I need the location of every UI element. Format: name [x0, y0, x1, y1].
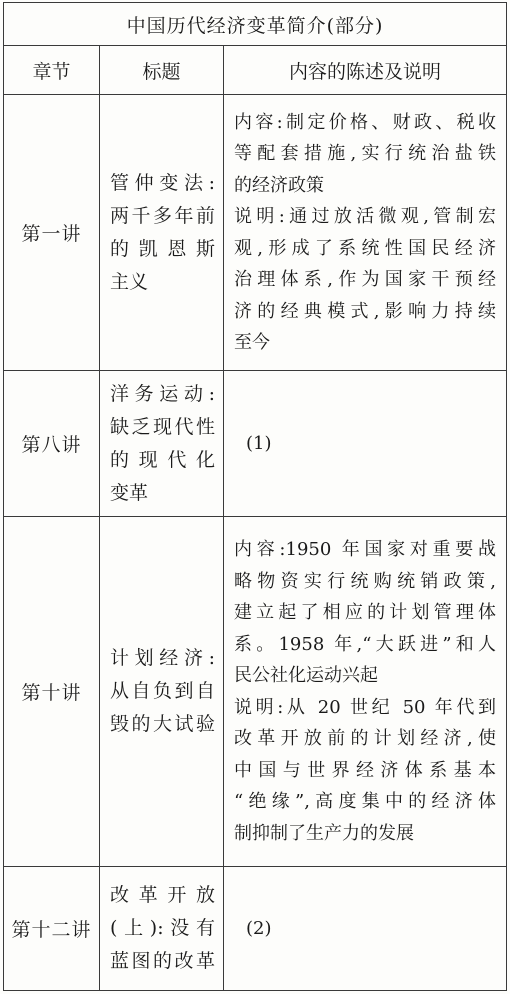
desc-line: 说明:通过放活微观,管制宏	[234, 206, 497, 227]
table-row	[4, 517, 507, 867]
desc-line: 建立起了相应的计划管理体	[234, 602, 497, 623]
description-cell	[224, 517, 507, 867]
table-row	[4, 867, 507, 991]
chapter-cell: 第一讲	[4, 95, 100, 371]
desc-line: 治理体系,作为国家干预经	[234, 269, 497, 290]
title-cell	[100, 867, 224, 991]
desc-line: “绝缘”,高度集中的经济体	[234, 791, 497, 812]
answer-placeholder: (2)	[246, 917, 272, 939]
desc-line: 观,形成了系统性国民经济	[234, 237, 497, 259]
title-line: 缺乏现代性	[110, 415, 215, 438]
title-line: 蓝图的改革	[110, 950, 215, 972]
economic-reform-table	[3, 2, 507, 991]
desc-line: 略物资实行统购统销政策,	[234, 570, 497, 592]
title-cell	[100, 371, 224, 517]
title-line: 管仲变法:	[110, 171, 215, 194]
chapter-cell: 第八讲	[4, 371, 100, 517]
desc-line: 济的经典模式,影响力持续	[234, 300, 497, 322]
header-title: 标题	[100, 46, 224, 95]
desc-line: 说明:从 20 世纪 50 年代到	[234, 696, 497, 718]
desc-line: 改革开放前的计划经济,使	[234, 728, 497, 749]
desc-line: 内容:制定价格、财政、税收	[234, 111, 497, 133]
desc-line: 系。1958 年,“大跃进”和人	[234, 633, 497, 655]
title-line: 的现代化	[110, 448, 215, 471]
description-cell	[224, 95, 507, 371]
desc-line: 中国与世界经济体系基本	[234, 759, 497, 781]
title-line: 的凯恩斯	[110, 237, 215, 260]
desc-line: 至今	[234, 332, 270, 353]
chapter-cell: 第十讲	[4, 517, 100, 867]
description-cell	[224, 371, 507, 517]
header-description: 内容的陈述及说明	[224, 46, 507, 95]
title-line: 从自负到自	[110, 680, 215, 702]
title-line: 洋务运动:	[110, 382, 215, 405]
title-line: 两千多年前	[110, 204, 215, 227]
table-row	[4, 95, 507, 371]
title-line: 毁的大试验	[110, 713, 215, 735]
title-cell	[100, 95, 224, 371]
title-line: (上):没有	[110, 917, 215, 939]
desc-line: 民公社化运动兴起	[234, 665, 378, 686]
title-line: 改革开放	[110, 884, 215, 906]
chapter-cell: 第十二讲	[4, 867, 100, 991]
title-cell	[100, 517, 224, 867]
desc-line: 等配套措施,实行统治盐铁	[234, 143, 497, 164]
title-line: 计划经济:	[110, 647, 215, 669]
description-cell	[224, 867, 507, 991]
table-row	[4, 371, 507, 517]
desc-line: 制抑制了生产力的发展	[234, 822, 414, 844]
title-line: 主义	[110, 270, 149, 293]
answer-placeholder: (1)	[246, 432, 272, 454]
header-chapter: 章节	[4, 46, 100, 95]
desc-line: 内容:1950 年国家对重要战	[234, 539, 496, 560]
desc-line: 的经济政策	[234, 174, 324, 196]
table-caption: 中国历代经济变革简介(部分)	[4, 3, 507, 46]
title-line: 变革	[110, 481, 149, 504]
